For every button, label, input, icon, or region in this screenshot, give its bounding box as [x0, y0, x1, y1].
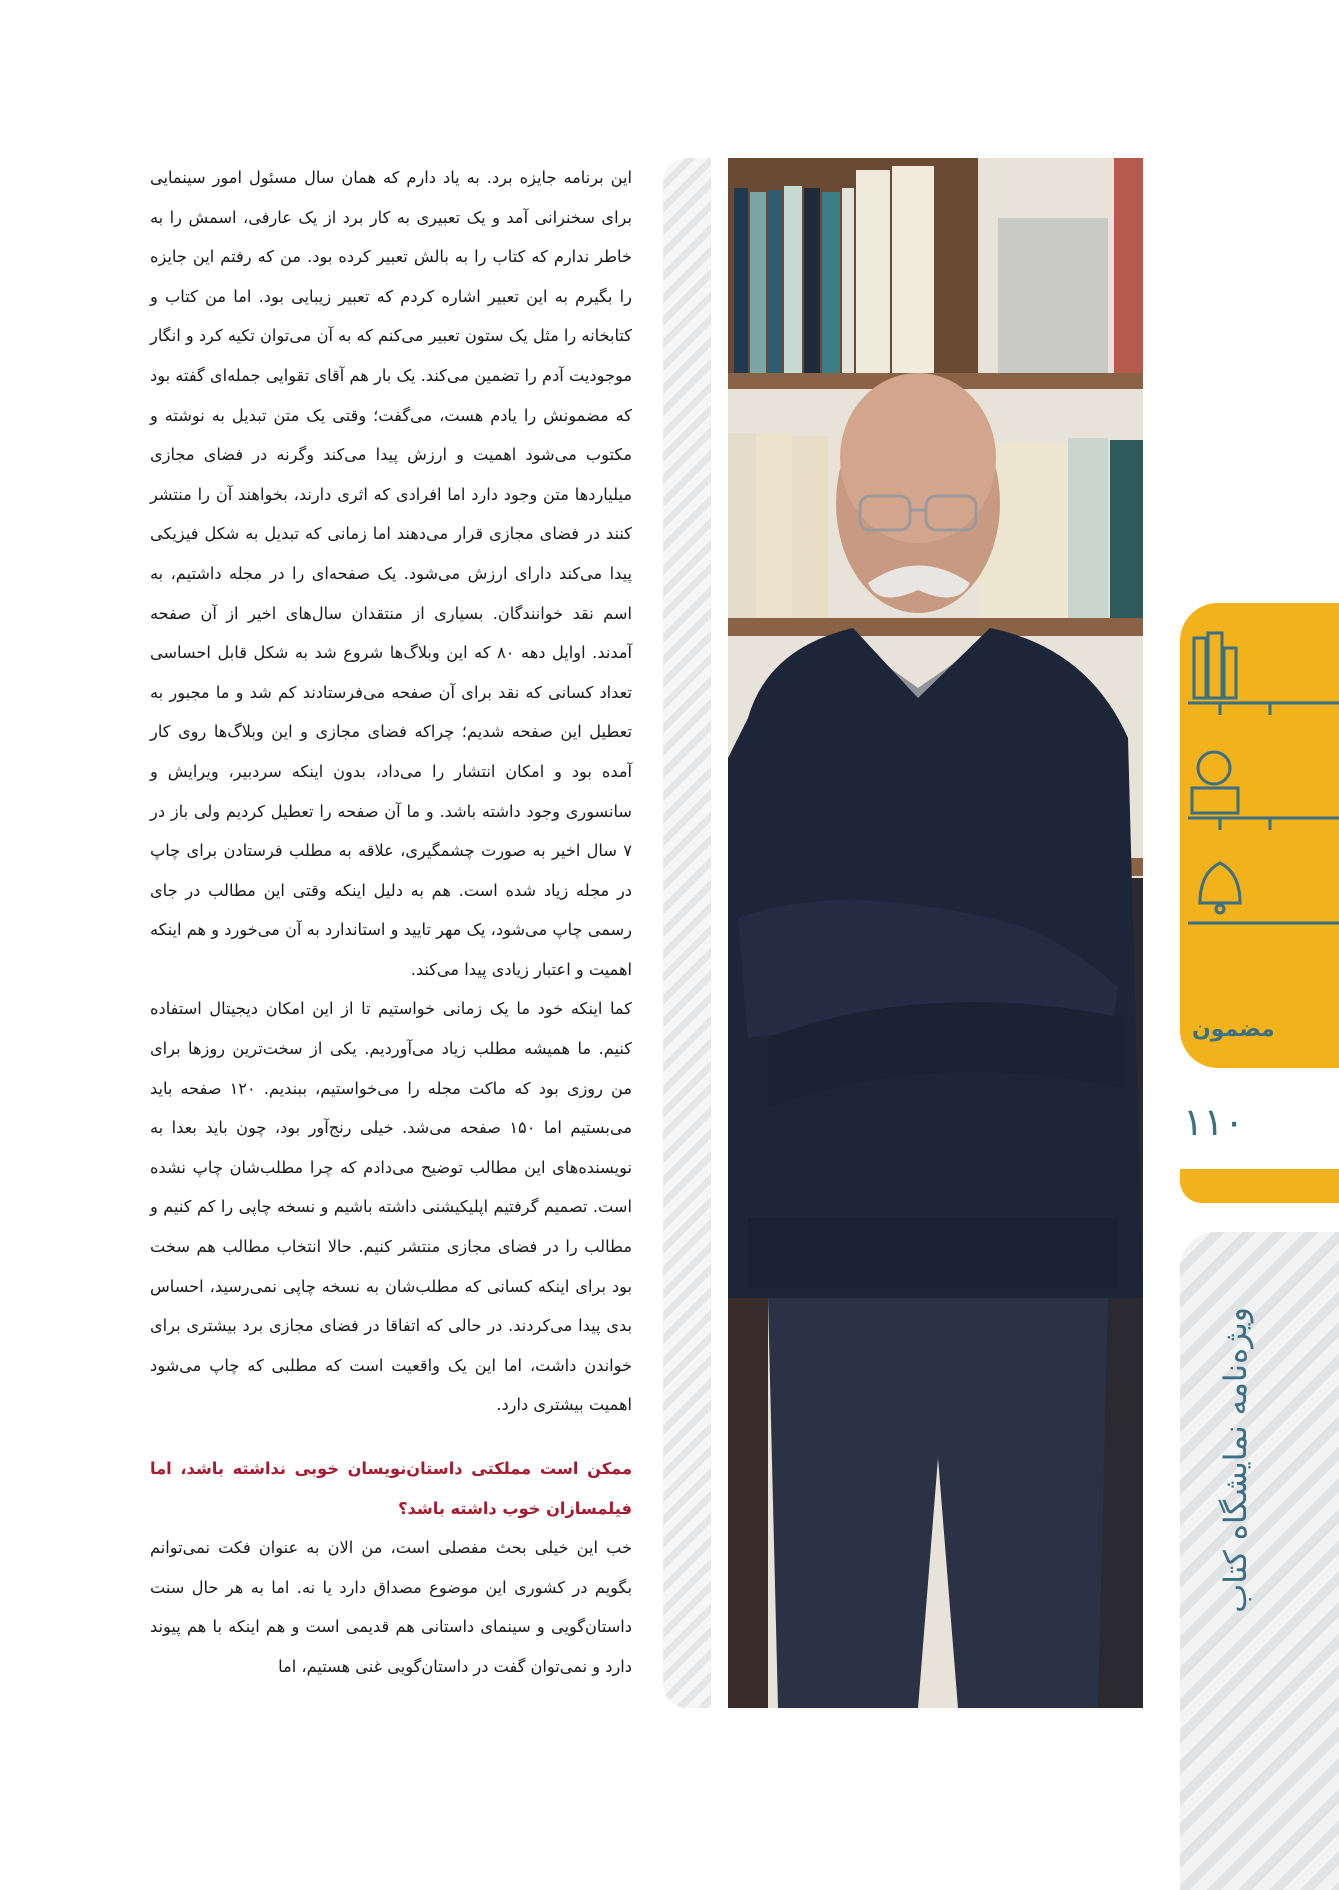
- tab-caption: مضمون: [1192, 1017, 1275, 1042]
- page-number-tab: [1180, 1169, 1339, 1203]
- article-paragraph: این برنامه جایزه برد. به یاد دارم که همان سال مسئول امور سینمایی برای سخنرانی آمد و یک تعبیری به کار برد از یک عارفی، اسمش را به خاطر ندارم که کتاب را به بالش تعبیر کرده بود. من که رفتم این جایزه را بگیرم به این تعبیر اشاره کردم که تعبیر زیبایی بود. اما من کتاب و کتابخانه را مثل یک ستون تعبیر می‌کنم که به آن می‌توان تکیه کرد و انگار موجودیت آدم را تضمین می‌کند. یک بار هم آقای تقوایی جمله‌ای گفته بود که مضمونش را یادم هست، می‌گفت؛ وقتی یک متن تبدیل به نوشته و مکتوب می‌شود اهمیت و ارزش پیدا می‌کند وگرنه در فضای مجازی میلیاردها متن وجود دارد اما افرادی که اثری دارند، بخواهند آن را منتشر کنند در فضای مجازی قرار می‌دهند اما زمانی که تبدیل به شکل فیزیکی پیدا می‌کند دارای ارزش می‌شود. یک صفحه‌ای را در مجله داشتیم، به اسم نقد خوانندگان. بسیاری از منتقدان سال‌های اخیر از آن صفحه آمدند. اوایل دهه ۸۰ که این وبلاگ‌ها شروع شد به شکل قابل احساسی تعداد کسانی که نقد برای آن صفحه می‌فرستادند کم شد و ما مجبور به تعطیل این صفحه شدیم؛ چراکه فضای مجازی و این وبلاگ‌ها روی کار آمده بود و امکان انتشار را می‌داد، بدون اینکه سردبیر، ویرایش و سانسوری وجود داشته باشد. و ما آن صفحه را تعطیل کردیم ولی باز در ۷ سال اخیر به صورت چشمگیری، علاقه به مطلب فرستادن برای چاپ در مجله زیاد شده است. هم به دلیل اینکه وقتی این مطالب در جای رسمی چاپ می‌شود، یک مهر تایید و استاندارد به آن می‌خورد و هم اینکه اهمیت و اعتبار زیادی پیدا می‌کند.: [150, 168, 632, 979]
- article-body: [150, 158, 632, 1687]
- globe-icon: [1188, 752, 1339, 830]
- portrait-photo: [728, 158, 1143, 1708]
- article-paragraph: کما اینکه خود ما یک زمانی خواستیم تا از این امکان دیجیتال استفاده کنیم. ما همیشه مطلب زیاد می‌آوردیم. یکی از سخت‌ترین روزها برای من روزی بود که ماکت مجله را می‌خواستیم، ببندیم. ۱۲۰ صفحه باید می‌بستیم اما ۱۵۰ صفحه می‌شد. خیلی رنج‌آور بود، چون باید بعدا به نویسنده‌های این مطالب توضیح می‌دادم که چرا مطلب‌شان چاپ نشده است. تصمیم گرفتیم اپلیکیشنی داشته باشیم و نسخه چاپی را کم کنیم و مطالب را در فضای مجازی منتشر کنیم. حالا انتخاب مطالب هم سخت بود برای اینکه کسانی که مطلب‌شان به نسخه چاپی نمی‌رسید، احساس بدی پیدا می‌کردند. در حالی که اتفاقا در فضای مجازی برد بیشتری برای خواندن داشت، اما این یک واقعیت است که مطلبی که چاپ می‌شود اهمیت بیشتری دارد.: [150, 999, 632, 1415]
- interview-answer: خب این خیلی بحث مفصلی است، من الان به عنوان فکت نمی‌توانم بگویم در کشوری این موضوع مصداق دارد یا نه. اما به هر حال سنت داستان‌گویی و سینمای داستانی هم قدیمی است و هم اینکه با هم پیوند دارد و نمی‌توان گفت در داستان‌گویی غنی هستیم، اما: [150, 1538, 632, 1676]
- section-title-text: ویژه‌نامه نمایشگاه کتاب: [1218, 1307, 1254, 1613]
- section-title: [1206, 1280, 1266, 1640]
- page-number: ۱۱۰: [1183, 1100, 1245, 1144]
- interview-question: ممکن است مملکتی داستان‌نویسان خوبی نداشته باشد، اما فیلمسازان خوب داشته باشد؟: [150, 1459, 632, 1518]
- section-tab: [1180, 603, 1339, 1068]
- decorative-stripe: [663, 158, 711, 1708]
- bookshelf-icon: [1188, 633, 1339, 715]
- bell-icon: [1188, 863, 1339, 923]
